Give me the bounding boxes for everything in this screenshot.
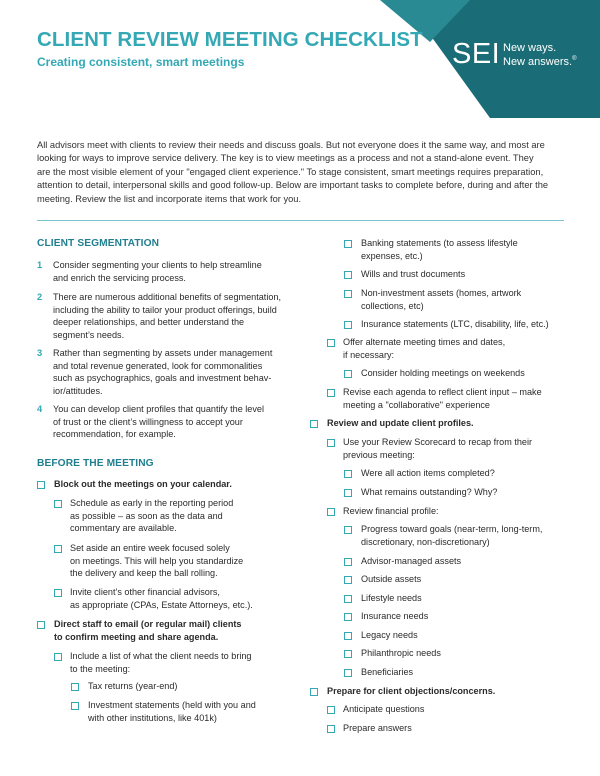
checkbox[interactable]	[54, 545, 62, 553]
checkbox[interactable]	[344, 669, 352, 677]
philanthropic-item: Philanthropic needs	[361, 648, 441, 658]
progress-item: Progress toward goals (near-term, long-term, discretionary, non-discretionary)	[361, 524, 543, 547]
weekends-item: Consider holding meetings on weekends	[361, 368, 525, 378]
completed-item: Were all action items completed?	[361, 468, 495, 478]
checkbox[interactable]	[344, 632, 352, 640]
sei-logo: SEI	[452, 38, 501, 70]
segmentation-item: There are numerous additional benefits of segmentation, including the ability to tailor your product offerings, build deeper relationships, and better understand the segment’s needs.	[53, 292, 281, 340]
lifestyle-item: Lifestyle needs	[361, 593, 422, 603]
invite-item: Invite client’s other financial advisors, as appropriate (CPAs, Estate Attorneys, etc.).	[70, 587, 253, 610]
checkbox[interactable]	[37, 621, 45, 629]
scorecard-item: Use your Review Scorecard to recap from their previous meeting:	[343, 437, 533, 460]
checkbox[interactable]	[344, 271, 352, 279]
checkbox[interactable]	[71, 702, 79, 710]
page-title: CLIENT REVIEW MEETING CHECKLIST	[37, 28, 423, 51]
item-number: 2	[37, 292, 43, 302]
beneficiaries-item: Beneficiaries	[361, 667, 414, 677]
item-number: 4	[37, 404, 43, 414]
checkbox[interactable]	[344, 595, 352, 603]
checkbox[interactable]	[327, 725, 335, 733]
financial-profile-item: Review financial profile:	[343, 506, 439, 516]
checkbox[interactable]	[344, 558, 352, 566]
checkbox[interactable]	[344, 290, 352, 298]
segmentation-item: Consider segmenting your clients to help streamline and enrich the servicing process.	[53, 260, 262, 283]
checkbox[interactable]	[54, 653, 62, 661]
offer-alternate-item: Offer alternate meeting times and dates, if necessary:	[343, 337, 506, 360]
checkbox[interactable]	[310, 688, 318, 696]
tagline-line-2: New answers.®	[503, 56, 577, 68]
checkbox[interactable]	[344, 321, 352, 329]
banking-item: Banking statements (to assess lifestyle expenses, etc.)	[361, 238, 518, 261]
checkbox[interactable]	[71, 683, 79, 691]
checkbox[interactable]	[344, 240, 352, 248]
objections-item: Prepare for client objections/concerns.	[327, 686, 496, 696]
tagline-line-1: New ways.	[503, 42, 557, 54]
prepare-answers-item: Prepare answers	[343, 723, 412, 733]
checkbox[interactable]	[54, 500, 62, 508]
checkbox[interactable]	[37, 481, 45, 489]
divider	[37, 220, 564, 221]
anticipate-item: Anticipate questions	[343, 704, 425, 714]
set-aside-item: Set aside an entire week focused solely on meetings. This will help you standardize the delivery and keep the ball rolling.	[70, 543, 244, 579]
block-out-item: Block out the meetings on your calendar.	[54, 479, 232, 489]
outside-assets-item: Outside assets	[361, 574, 422, 584]
item-number: 1	[37, 260, 43, 270]
legacy-item: Legacy needs	[361, 630, 418, 640]
direct-staff-item: Direct staff to email (or regular mail) clients to confirm meeting and share agenda.	[54, 619, 242, 642]
checkbox[interactable]	[327, 508, 335, 516]
checkbox[interactable]	[344, 470, 352, 478]
include-list-item: Include a list of what the client needs to bring to the meeting:	[70, 651, 252, 674]
investment-statements-item: Investment statements (held with you and with other institutions, like 401k)	[88, 700, 256, 723]
checkbox[interactable]	[344, 526, 352, 534]
page-subtitle: Creating consistent, smart meetings	[37, 55, 245, 69]
checkbox[interactable]	[327, 439, 335, 447]
segmentation-item: Rather than segmenting by assets under management and total revenue generated, look for commonalities such as psychographics, goals and investment behav- ior/attitudes.	[53, 348, 273, 396]
advisor-managed-item: Advisor-managed assets	[361, 556, 462, 566]
wills-item: Wills and trust documents	[361, 269, 466, 279]
checkbox[interactable]	[54, 589, 62, 597]
tax-returns-item: Tax returns (year-end)	[88, 681, 178, 691]
non-investment-item: Non-investment assets (homes, artwork collections, etc)	[361, 288, 522, 311]
checkbox[interactable]	[327, 339, 335, 347]
checkbox[interactable]	[344, 650, 352, 658]
outstanding-item: What remains outstanding? Why?	[361, 487, 498, 497]
insurance-statements-item: Insurance statements (LTC, disability, life, etc.)	[361, 319, 549, 329]
header	[0, 0, 600, 118]
schedule-item: Schedule as early in the reporting period as possible – as soon as the data and commentary are available.	[70, 498, 234, 534]
checkbox[interactable]	[310, 420, 318, 428]
client-segmentation-heading: CLIENT SEGMENTATION	[37, 238, 160, 249]
checkbox[interactable]	[344, 370, 352, 378]
checkbox[interactable]	[344, 613, 352, 621]
checkbox[interactable]	[344, 576, 352, 584]
checkbox[interactable]	[327, 389, 335, 397]
revise-agenda-item: Revise each agenda to reflect client input – make meeting a "collaborative" experience	[343, 387, 542, 410]
review-update-item: Review and update client profiles.	[327, 418, 474, 428]
before-meeting-heading: BEFORE THE MEETING	[37, 458, 154, 469]
checkbox[interactable]	[344, 489, 352, 497]
item-number: 3	[37, 348, 43, 358]
intro-paragraph: All advisors meet with clients to review their needs and discuss goals. But not everyone does it the same way, and most are looking for ways to improve service delivery. The key is to view meetings as a process and not a stand-alone event. They are the most visible element of your "engaged client experience." To stage consistent, smart meetings requires preparation, attention to detail, interpersonal skills and good follow-up. Below are important tasks to complete before, during and after the meeting. Review the list and incorporate items that work for you.	[37, 140, 549, 204]
checkbox[interactable]	[327, 706, 335, 714]
segmentation-item: You can develop client profiles that quantify the level of trust or the client’s willingness to accept your recommendation, for example.	[53, 404, 264, 440]
insurance-needs-item: Insurance needs	[361, 611, 429, 621]
